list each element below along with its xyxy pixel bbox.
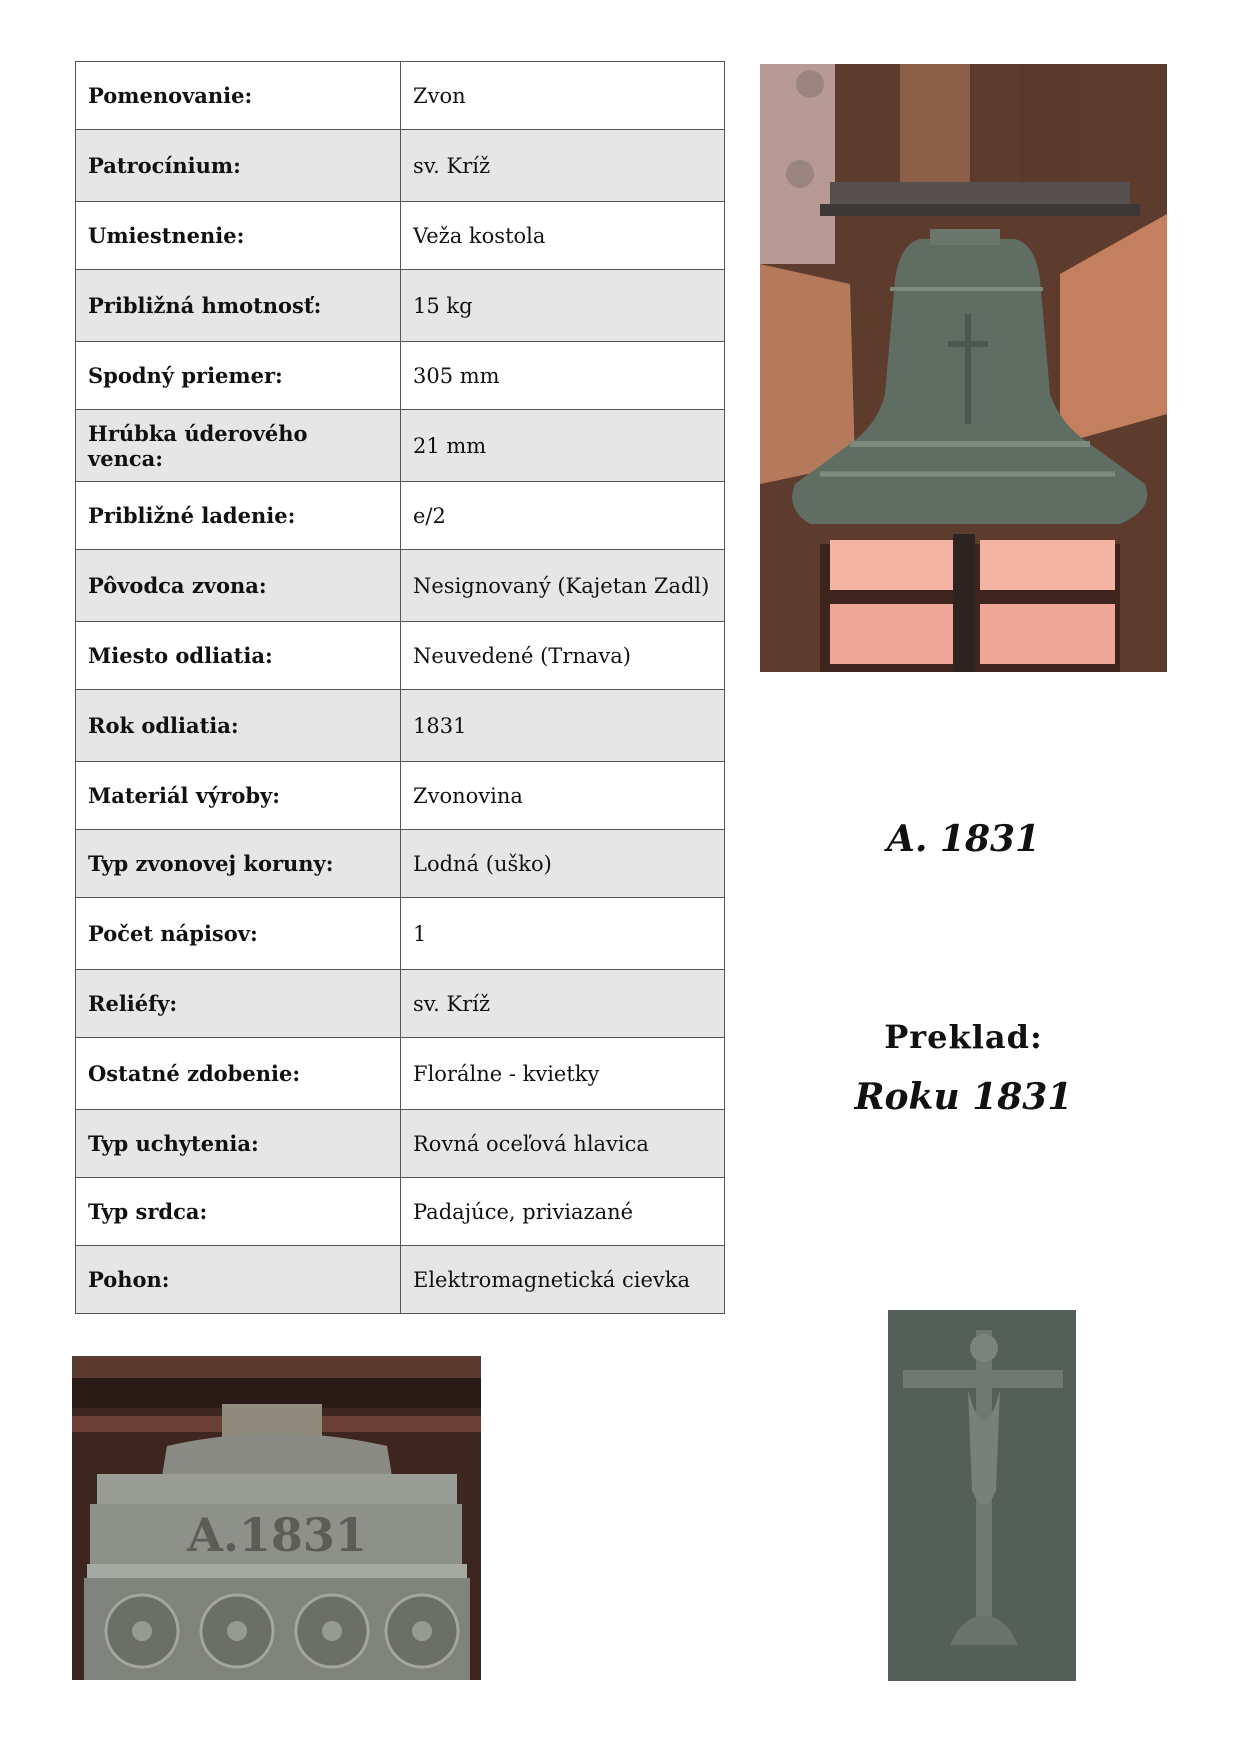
spec-value: Florálne - kvietky xyxy=(401,1038,725,1110)
spec-value: e/2 xyxy=(401,482,725,550)
spec-label: Pohon: xyxy=(76,1246,401,1314)
spec-row xyxy=(76,270,725,342)
bell-inscription-photo xyxy=(72,1356,481,1680)
spec-label: Počet nápisov: xyxy=(76,898,401,970)
spec-label: Umiestnenie: xyxy=(76,202,401,270)
spec-label: Typ uchytenia: xyxy=(76,1110,401,1178)
spec-value: sv. Kríž xyxy=(401,970,725,1038)
translation-heading: Preklad: xyxy=(884,1018,1043,1056)
spec-label: Miesto odliatia: xyxy=(76,622,401,690)
spec-value: Lodná (uško) xyxy=(401,830,725,898)
spec-row xyxy=(76,690,725,762)
spec-label: Približná hmotnosť: xyxy=(76,270,401,342)
spec-row xyxy=(76,1110,725,1178)
spec-row xyxy=(76,482,725,550)
spec-value: Veža kostola xyxy=(401,202,725,270)
spec-row xyxy=(76,550,725,622)
crucifix-relief-photo xyxy=(888,1310,1076,1681)
spec-row xyxy=(76,1246,725,1314)
spec-label: Pôvodca zvona: xyxy=(76,550,401,622)
spec-row xyxy=(76,622,725,690)
translation-text: Roku 1831 xyxy=(854,1076,1073,1118)
spec-value: 1831 xyxy=(401,690,725,762)
spec-label: Spodný priemer: xyxy=(76,342,401,410)
spec-value: sv. Kríž xyxy=(401,130,725,202)
spec-value: Padajúce, priviazané xyxy=(401,1178,725,1246)
spec-value: Neuvedené (Trnava) xyxy=(401,622,725,690)
bell-photo xyxy=(760,64,1167,672)
spec-label: Typ srdca: xyxy=(76,1178,401,1246)
spec-value: 21 mm xyxy=(401,410,725,482)
spec-row xyxy=(76,830,725,898)
spec-label: Hrúbka úderového venca: xyxy=(76,410,401,482)
spec-label: Pomenovanie: xyxy=(76,62,401,130)
spec-value: Elektromagnetická cievka xyxy=(401,1246,725,1314)
spec-value: 305 mm xyxy=(401,342,725,410)
spec-label: Materiál výroby: xyxy=(76,762,401,830)
spec-value: Zvon xyxy=(401,62,725,130)
spec-row xyxy=(76,202,725,270)
spec-label: Patrocínium: xyxy=(76,130,401,202)
spec-label: Približné ladenie: xyxy=(76,482,401,550)
bell-specification-table xyxy=(75,61,725,1314)
inscription-text: A. 1831 xyxy=(886,818,1041,860)
spec-label: Rok odliatia: xyxy=(76,690,401,762)
spec-value: 1 xyxy=(401,898,725,970)
spec-row xyxy=(76,1038,725,1110)
spec-row xyxy=(76,762,725,830)
spec-row xyxy=(76,898,725,970)
spec-label: Ostatné zdobenie: xyxy=(76,1038,401,1110)
spec-value: Nesignovaný (Kajetan Zadl) xyxy=(401,550,725,622)
spec-row xyxy=(76,970,725,1038)
bell-cast-inscription: A.1831 xyxy=(187,1508,367,1562)
spec-value: Zvonovina xyxy=(401,762,725,830)
spec-value: Rovná oceľová hlavica xyxy=(401,1110,725,1178)
spec-row xyxy=(76,62,725,130)
spec-row xyxy=(76,1178,725,1246)
spec-value: 15 kg xyxy=(401,270,725,342)
spec-row xyxy=(76,130,725,202)
spec-row xyxy=(76,410,725,482)
spec-label: Typ zvonovej koruny: xyxy=(76,830,401,898)
spec-label: Reliéfy: xyxy=(76,970,401,1038)
spec-row xyxy=(76,342,725,410)
